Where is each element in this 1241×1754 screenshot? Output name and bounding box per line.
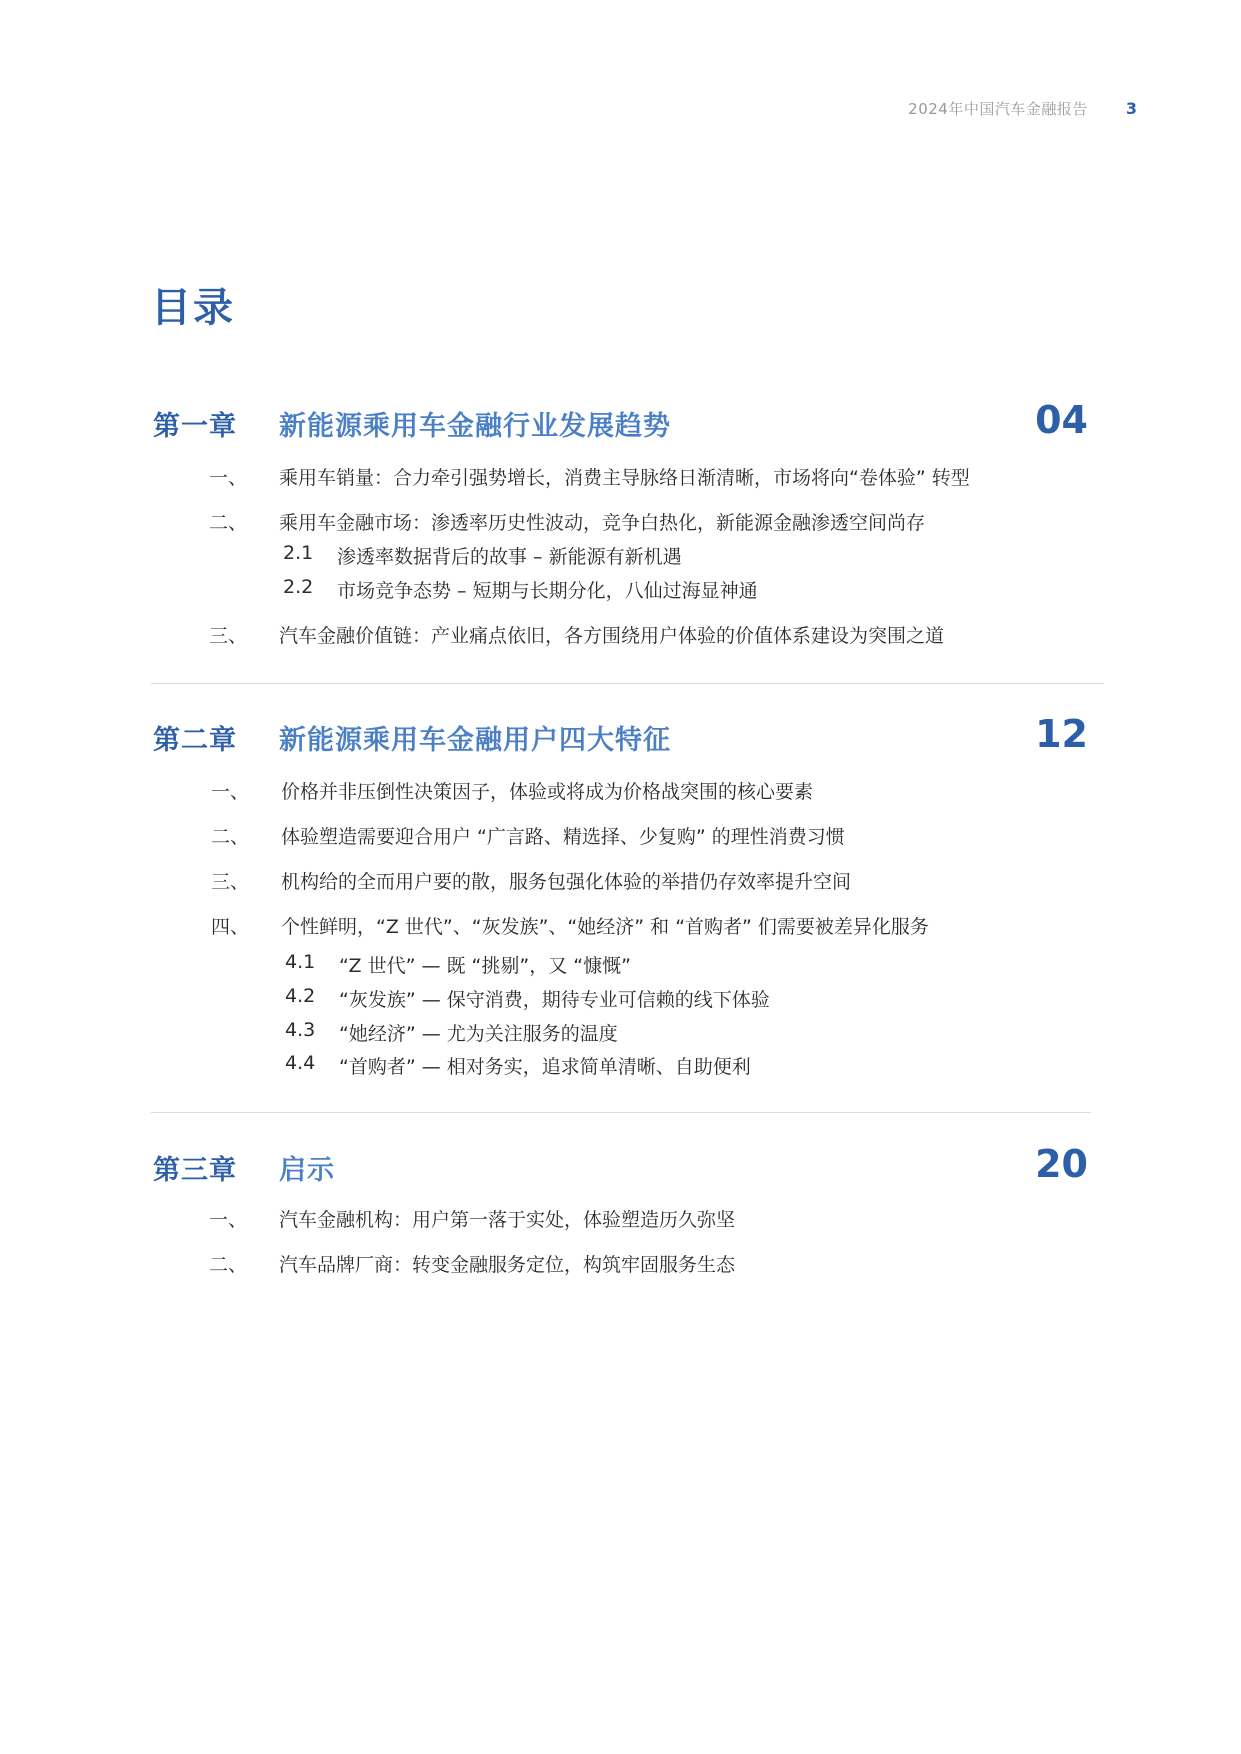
subentry-number: 4.2	[285, 985, 316, 1007]
subentry-text: “她经济” — 尤为关注服务的温度	[339, 1023, 618, 1045]
entry-text: 体验塑造需要迎合用户 “广言路、精选择、少复购” 的理性消费习惯	[281, 826, 845, 848]
chapter-label: 第二章	[153, 725, 237, 756]
chapter-name: 新能源乘用车金融用户四大特征	[279, 725, 671, 756]
entry-text: 乘用车金融市场：渗透率历史性波动，竞争白热化，新能源金融渗透空间尚存	[279, 512, 926, 534]
entry-number: 二、	[211, 826, 250, 848]
chapter-page-number: 04	[1035, 398, 1088, 442]
entry-number: 二、	[209, 1254, 248, 1276]
entry-number: 一、	[209, 467, 248, 489]
chapter-2[interactable]	[151, 712, 1088, 756]
entry-text: 汽车金融价值链：产业痛点依旧，各方围绕用户体验的价值体系建设为突围之道	[279, 625, 945, 647]
subentry-number: 2.2	[283, 576, 314, 598]
subentry-number: 4.4	[285, 1052, 316, 1074]
subentry-text: “灰发族” — 保守消费，期待专业可信赖的线下体验	[339, 989, 770, 1011]
entry-number: 三、	[209, 625, 248, 647]
chapter-divider	[151, 1112, 1091, 1113]
entry-text: 乘用车销量：合力牵引强势增长，消费主导脉络日渐清晰，市场将向“卷体验” 转型	[279, 467, 970, 489]
entry-text: 机构给的全而用户要的散，服务包强化体验的举措仍存效率提升空间	[281, 871, 852, 893]
entry-number: 四、	[211, 916, 250, 938]
page-number: 3	[1125, 99, 1137, 118]
report-title: 2024年中国汽车金融报告	[908, 100, 1088, 118]
toc-title: 目录	[151, 285, 235, 331]
entry-text: 价格并非压倒性决策因子，体验或将成为价格战突围的核心要素	[281, 781, 814, 803]
chapter-name: 启示	[279, 1155, 335, 1186]
entry-number: 一、	[211, 781, 250, 803]
entry-text: 汽车品牌厂商：转变金融服务定位，构筑牢固服务生态	[279, 1254, 736, 1276]
chapter-2-heading[interactable]	[151, 712, 1088, 756]
subentry-text: “首购者” — 相对务实，追求简单清晰、自助便利	[339, 1056, 751, 1078]
entry-number: 二、	[209, 512, 248, 534]
entry-text: 个性鲜明，“Z 世代”、“灰发族”、“她经济” 和 “首购者” 们需要被差异化服务	[281, 916, 929, 938]
chapter-label: 第三章	[153, 1155, 237, 1186]
chapter-3[interactable]	[151, 1142, 1088, 1186]
chapter-divider	[151, 683, 1104, 684]
chapter-3-heading[interactable]	[151, 1142, 1088, 1186]
chapter-page-number: 12	[1035, 712, 1088, 756]
chapter-label: 第一章	[153, 411, 237, 442]
chapter-page-number: 20	[1035, 1142, 1088, 1186]
entry-number: 一、	[209, 1209, 248, 1231]
subentry-number: 4.3	[285, 1019, 316, 1041]
subentry-number: 2.1	[283, 542, 314, 564]
chapter-name: 新能源乘用车金融行业发展趋势	[279, 411, 671, 442]
subentry-text: 渗透率数据背后的故事 – 新能源有新机遇	[337, 546, 682, 568]
chapter-1[interactable]	[151, 398, 1088, 442]
page-header	[908, 98, 1137, 119]
entry-number: 三、	[211, 871, 250, 893]
subentry-number: 4.1	[285, 951, 316, 973]
chapter-1-heading[interactable]	[151, 398, 1088, 442]
entry-text: 汽车金融机构：用户第一落于实处，体验塑造历久弥坚	[279, 1209, 736, 1231]
subentry-text: 市场竞争态势 – 短期与长期分化，八仙过海显神通	[337, 580, 758, 602]
subentry-text: “Z 世代” — 既 “挑剔”，又 “慷慨”	[339, 955, 631, 977]
